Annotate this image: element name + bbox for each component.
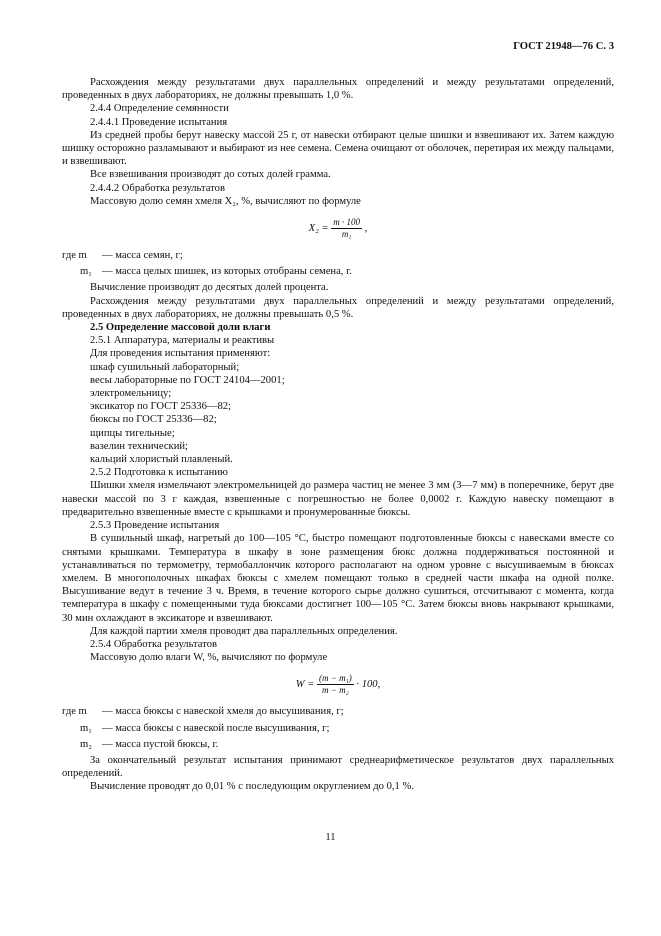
- list-item: шкаф сушильный лабораторный;: [90, 361, 240, 373]
- paragraph: Вычисление производят до десятых долей процента.: [90, 282, 329, 294]
- legend-text: — масса пустой бюксы, г.: [102, 738, 219, 750]
- formula-legend: [62, 249, 614, 278]
- formula-numerator: m · 100: [333, 217, 361, 228]
- legend-text: — масса целых шишек, из которых отобраны семена, г.: [102, 266, 352, 278]
- formula-lhs: X₂ =: [308, 222, 329, 234]
- section-heading: 2.4.4 Определение семянности: [90, 103, 229, 115]
- paragraph: Вычисление проводят до 0,01 % с последующим округлением до 0,1 %.: [90, 781, 414, 793]
- legend-symbol: m₁: [80, 266, 92, 278]
- legend-symbol: m₁: [80, 722, 92, 734]
- page-number: 11: [325, 832, 336, 843]
- formula-legend: [62, 705, 614, 751]
- list-item: вазелин технический;: [90, 440, 188, 452]
- legend-row: [62, 722, 614, 735]
- formula-tail: ,: [364, 222, 368, 234]
- legend-symbol: m₂: [80, 738, 92, 750]
- section-heading: 2.4.4.2 Обработка результатов: [90, 182, 225, 194]
- formula-fraction: [317, 673, 354, 696]
- legend-row: [62, 249, 614, 262]
- section-heading: 2.4.4.1 Проведение испытания: [90, 116, 228, 128]
- formula-numerator: (m − m₁): [319, 673, 352, 684]
- paragraph: В сушильный шкаф, нагретый до 100—105 °С, быстро помещают подготовленные бюксы с навесками вместе со снятыми крышками. Температура в шкафу в зоне размещения бюкс должна поддерживаться постоянной и устанавливаться по термометру, термобаллончик которого располагают на одном уровне с высушиваемым в бюксах хмелем. В многополочных шкафах бюксы с хмелем помещают только в средней части шкафа на одной полке. Высушивание ведут в течение 3 ч. Время, в течение которого сырье должно сушиться, отсчитывают с момента, когда температура в шкафу с помещенными туда бюксами достигнет 100—105 °С. Затем бюксы вновь накрывают крышками, 30 мин охлаждают в эксикаторе и взвешивают.: [62, 533, 614, 624]
- list-item: щипцы тигельные;: [90, 427, 175, 439]
- paragraph: Массовую долю влаги W, %, вычисляют по формуле: [90, 652, 328, 664]
- list-item: весы лабораторные по ГОСТ 24104—2001;: [90, 374, 285, 386]
- legend-row: [62, 265, 614, 278]
- paragraph: Шишки хмеля измельчают электромельницей до размера частиц не менее 3 мм (3—7 мм) в поперечнике, берут две навески массой по 3 г каждая, взвешенные с погрешностью не более 0,0002 г. Каждую навеску помещают в предварительно взвешенные вместе с крышками и пронумерованные бюксы.: [62, 480, 614, 518]
- formula-moisture: [62, 673, 614, 696]
- formula-tail: · 100,: [356, 679, 381, 691]
- paragraph: За окончательный результат испытания принимают среднеарифметическое результатов двух параллельных определений.: [62, 754, 614, 780]
- legend-symbol: где m: [62, 250, 87, 262]
- legend-row: [62, 738, 614, 751]
- paragraph: Массовую долю семян хмеля X₂, %, вычисляют по формуле: [90, 195, 361, 207]
- section-heading: 2.5.3 Проведение испытания: [90, 520, 220, 532]
- formula-denominator: m − m₂: [322, 685, 349, 696]
- formula-fraction: [331, 217, 362, 240]
- paragraph: Расхождения между результатами двух параллельных определений и между результатами определений, проведенных в двух лабораториях, не должны превышать 0,5 %.: [62, 295, 614, 320]
- paragraph: Все взвешивания производят до сотых долей грамма.: [90, 169, 331, 181]
- paragraph: Для проведения испытания применяют:: [90, 348, 271, 360]
- section-heading: 2.5.1 Аппаратура, материалы и реактивы: [90, 335, 275, 347]
- legend-symbol: где m: [62, 706, 87, 718]
- legend-row: [62, 705, 614, 718]
- formula-denominator: m₁: [341, 229, 352, 240]
- list-item: бюксы по ГОСТ 25336—82;: [90, 414, 217, 426]
- section-heading: 2.5.4 Обработка результатов: [90, 638, 217, 650]
- legend-text: — масса бюксы с навеской хмеля до высушивания, г;: [102, 706, 344, 718]
- paragraph: Расхождения между результатами двух параллельных определений и между результатами определений, проведенных в двух лабораториях, не должны превышать 1,0 %.: [62, 77, 614, 102]
- formula-seed-share: [62, 217, 614, 240]
- list-item: кальций хлористый плавленый.: [90, 454, 233, 466]
- paragraph: Для каждой партии хмеля проводят два параллельных определения.: [90, 625, 398, 637]
- legend-text: — масса бюксы с навеской после высушивания, г;: [102, 722, 330, 734]
- legend-text: — масса семян, г;: [102, 250, 183, 262]
- list-item: эксикатор по ГОСТ 25336—82;: [90, 401, 232, 413]
- formula-lhs: W =: [295, 679, 315, 691]
- paragraph: Из средней пробы берут навеску массой 25 г, от навески отбирают целые шишки и взвешивают их. Затем каждую шишку осторожно разламывают и выбирают из нее семена. Семена очищают от оболочек, перетирая их между пальцами, и взвешивают.: [62, 129, 614, 168]
- section-heading: 2.5 Определение массовой доли влаги: [90, 322, 271, 334]
- page-body: [62, 40, 614, 794]
- document-header: ГОСТ 21948—76 С. 3: [513, 41, 614, 52]
- list-item: электромельницу;: [90, 388, 172, 400]
- section-heading: 2.5.2 Подготовка к испытанию: [90, 467, 228, 479]
